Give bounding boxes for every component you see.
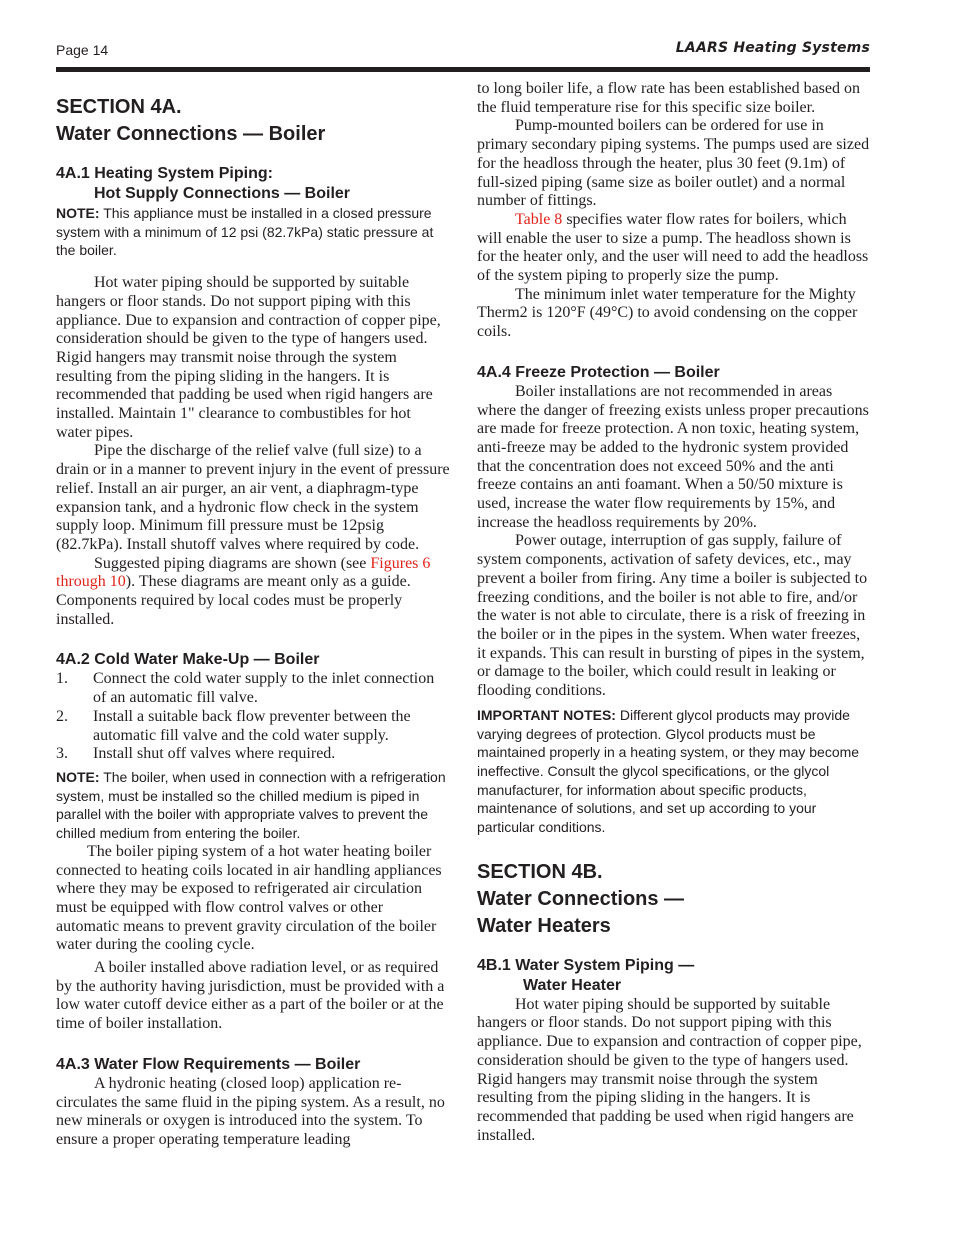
paragraph-flow-rate: to long boiler life, a flow rate has been established based on the fluid temperature rise for this specific size boiler.: [477, 80, 860, 116]
paragraph-hanger-support: Hot water piping should be supported by suitable hangers or floor stands. Do not support piping with this appliance. Due to expansion and contraction of copper pipe, consideration should be given to the type of hangers used. Rigid hangers may transmit noise through the system resulting from the piping sliding in the hangers. It is recommended that padding be used when rigid hangers are installed. Maintain 1" clearance to combustibles for hot water pipes.: [56, 274, 441, 441]
subsection-4b1-line1: 4B.1 Water System Piping —: [477, 956, 695, 974]
page-number: Page 14: [56, 42, 109, 58]
paragraph-text: ). These diagrams are meant only as a guide. Components required by local codes must be properly installed.: [56, 573, 411, 628]
paragraph-relief-valve: Pipe the discharge of the relief valve (full size) to a drain or in a manner to prevent injury in the event of pressure relief. Install an air purger, an air vent, a diaphragm-type expansion tank, and a hydronic flow check in the system supply loop. Minimum fill pressure must be 12psig (82.7kPa). Install shutoff valves where required by code.: [56, 442, 450, 553]
list-number: 1.: [56, 670, 68, 688]
section-4b-heading: [477, 859, 870, 940]
list-item: [56, 670, 450, 707]
list-text: Install shut off valves where required.: [93, 745, 336, 763]
note-label: IMPORTANT NOTES:: [477, 706, 616, 723]
subsection-4a4-heading: 4A.4 Freeze Protection — Boiler: [477, 363, 720, 381]
paragraph-closed-loop: A hydronic heating (closed loop) application re-circulates the same fluid in the piping system. As a result, no new minerals or oxygen is introduced into the system. To ensure a proper operating temperature leading: [56, 1074, 445, 1148]
subsection-4a2-heading: 4A.2 Cold Water Make-Up — Boiler: [56, 651, 320, 669]
right-column: [477, 80, 870, 1145]
note-label: NOTE:: [56, 205, 100, 221]
section-4b-title-line2: Water Heaters: [477, 914, 611, 937]
subsection-4a3-heading: 4A.3 Water Flow Requirements — Boiler: [56, 1055, 361, 1073]
section-4b-title-line1: Water Connections —: [477, 887, 685, 910]
paragraph-cooling-cycle: The boiler piping system of a hot water heating boiler connected to heating coils located in air handling appliances where they may be exposed to refrigerated air circulation must be equipped with flow control valves or other automatic means to prevent gravity circulation of the boiler water during the cooling cycle.: [56, 842, 442, 954]
paragraph-power-outage: Power outage, interruption of gas supply, failure of system components, activation of safety devices, etc., may prevent a boiler from firing. Any time a boiler is subjected to freezing conditions, and the boiler is not able to fire, and/or the water is not able to circulate, there is a risk of freezing in the boiler or in the pipes in the system. When water freezes, it expands. This can result in bursting of pipes in the system, or damage to the boiler, which could result in leaking or flooding conditions.: [477, 532, 868, 700]
paragraph-antifreeze: Boiler installations are not recommended in areas where the danger of freezing exists unless proper precautions are made for freeze protection. A non toxic, heating system, anti-freeze may be added to the hydronic system provided that the concentration does not exceed 50% and the anti freeze contains an anti foamant. When a 50/50 mixture is used, increase the water flow requirements by 15%, and increase the headloss requirements by 20%.: [477, 382, 869, 531]
paragraph-text: Suggested piping diagrams are shown (see: [94, 554, 371, 572]
important-notes: [477, 706, 870, 837]
figures-link[interactable]: Figures 6 through 10: [56, 554, 431, 591]
subsection-4b1-line2: Water Heater: [523, 976, 622, 994]
subsection-4b1-heading: [477, 956, 870, 996]
note-closed-pressure: [56, 204, 450, 260]
note-refrigeration: [56, 768, 450, 843]
section-4b-number: SECTION 4B.: [477, 860, 603, 883]
section-4a-title: Water Connections — Boiler: [56, 123, 326, 145]
note-text: This appliance must be installed in a closed pressure system with a minimum of 12 psi (82.7kPa) static pressure at the boiler.: [56, 205, 434, 259]
subsection-4a1-heading: [56, 164, 450, 204]
brand-name: LAARS Heating Systems: [675, 40, 870, 56]
list-item: [56, 708, 450, 745]
paragraph-table-8: [477, 211, 870, 286]
list-text: Install a suitable back flow preventer between the automatic fill valve and the cold water supply.: [93, 707, 411, 744]
subsection-4a1-line2: Hot Supply Connections — Boiler: [94, 185, 351, 202]
list-number: 2.: [56, 707, 68, 725]
paragraph-piping-diagrams: [56, 555, 450, 630]
note-text: Different glycol products may provide varying degrees of protection. Glycol products must be maintained properly in a heating system, or they may become ineffective. Consult the glycol specifications, or the glycol manufacturer, for information about specific products, maintenance of solutions, and set up according to your particular conditions.: [477, 706, 860, 836]
list-text: Connect the cold water supply to the inlet connection of an automatic fill valve.: [93, 670, 435, 707]
section-4a-number: SECTION 4A.: [56, 96, 182, 118]
list-number: 3.: [56, 745, 68, 763]
left-column: [56, 80, 450, 1150]
list-item: [56, 745, 450, 764]
subsection-4a1-line1: 4A.1 Heating System Piping:: [56, 165, 273, 182]
paragraph-pump-mounted: Pump-mounted boilers can be ordered for use in primary secondary piping systems. The pumps used are sized for the headloss through the heater, plus 30 feet (9.1m) of full-sized piping (same size as boiler outlet) and a normal number of fittings.: [477, 117, 870, 210]
paragraph-water-heater-hangers: Hot water piping should be supported by suitable hangers or floor stands. Do not support piping with this appliance. Due to expansion and contraction of copper pipe, consideration should be given to the type of hangers used. Rigid hangers may transmit noise through the system resulting from the piping sliding in the hangers. It is recommended that padding be used when rigid hangers are installed.: [477, 995, 862, 1144]
note-text: The boiler, when used in connection with a refrigeration system, must be installed so the chilled medium is piped in parallel with the boiler with appropriate valves to prevent the chilled medium from entering the boiler.: [56, 768, 446, 842]
table-8-link[interactable]: Table 8: [515, 210, 563, 228]
section-4a-heading: [56, 94, 450, 148]
paragraph-min-inlet-temp: The minimum inlet water temperature for the Mighty Therm2 is 120°F (49°C) to avoid condensing on the copper coils.: [477, 285, 858, 341]
header-rule: [56, 67, 870, 72]
makeup-steps-list: [56, 670, 450, 764]
note-label: NOTE:: [56, 768, 100, 785]
paragraph-low-water-cutoff: A boiler installed above radiation level, or as required by the authority having jurisdiction, must be provided with a low water cutoff device either as a part of the boiler or at the time of boiler installation.: [56, 959, 445, 1033]
page-header: [56, 38, 870, 68]
paragraph-text: specifies water flow rates for boilers, which will enable the user to size a pump. The headloss shown is for the heater only, and the user will need to add the headloss of the system piping to properly size the pump.: [477, 210, 869, 285]
